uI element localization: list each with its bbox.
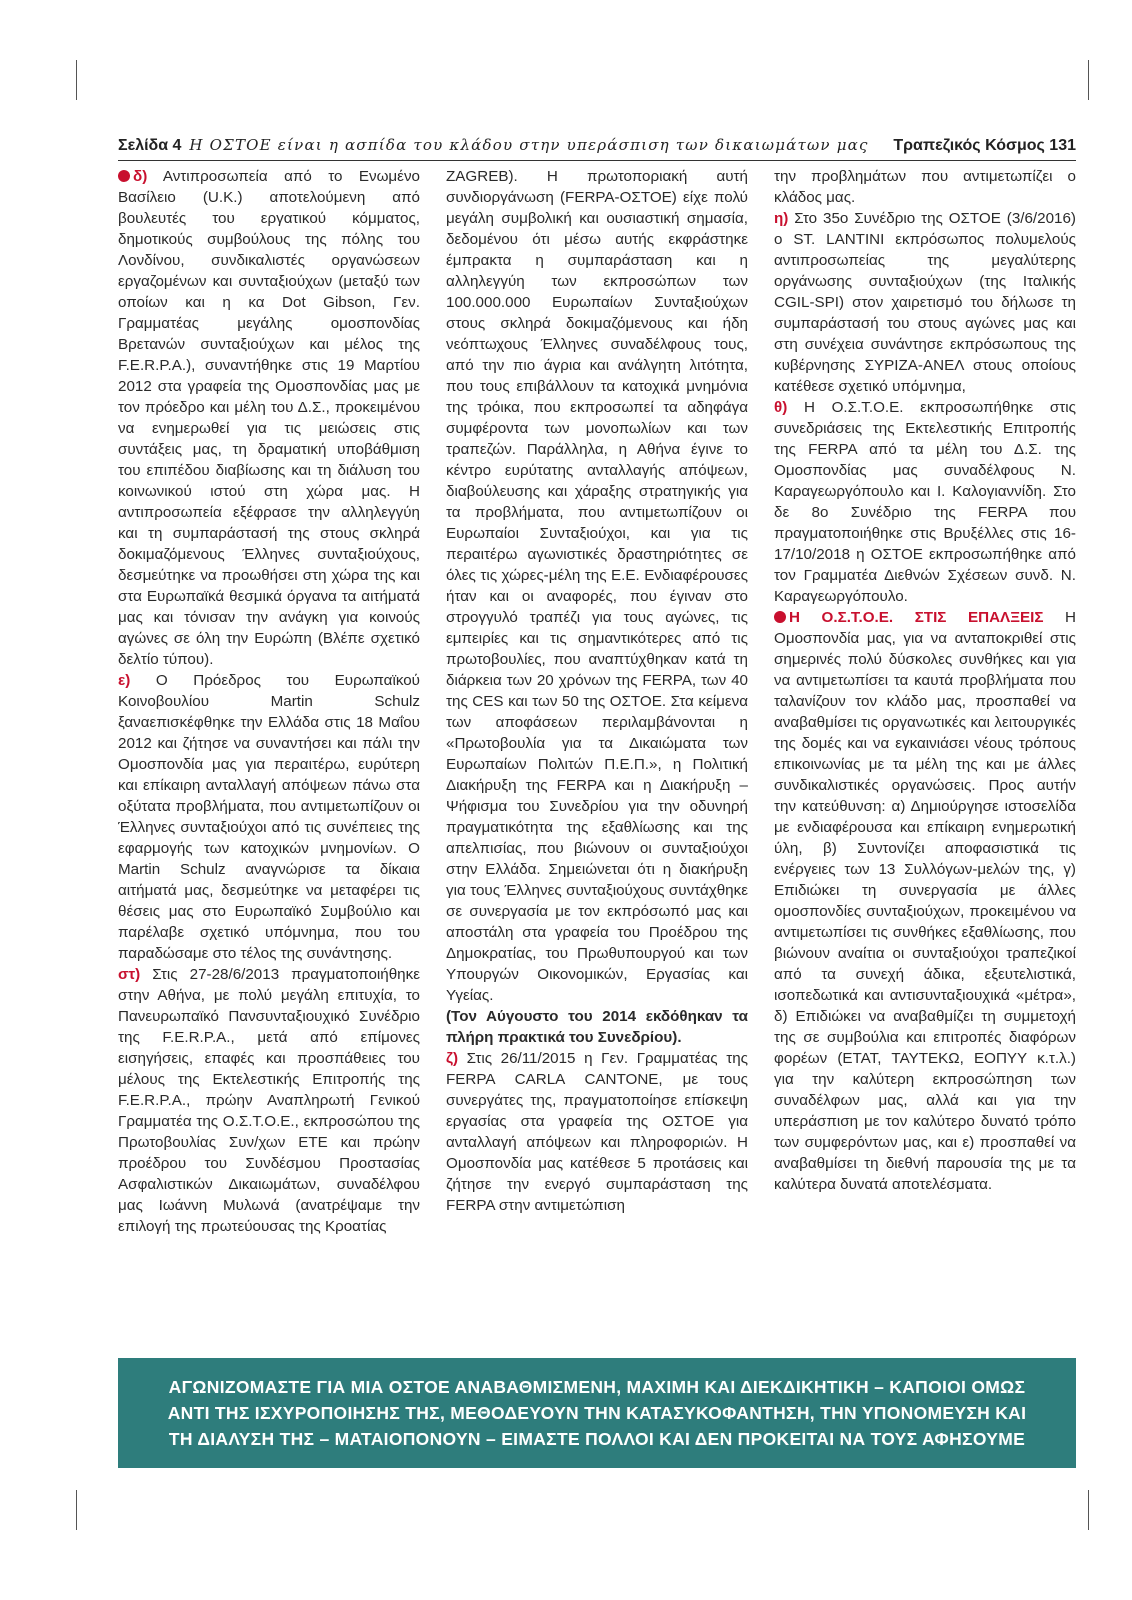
bullet-marker-icon: [774, 611, 786, 623]
crop-mark: [1088, 1490, 1089, 1530]
item-label: η): [774, 210, 789, 227]
paragraph: [774, 208, 1076, 397]
item-label: θ): [774, 399, 788, 416]
item-label: ζ): [446, 1050, 459, 1067]
header-divider: [118, 160, 1076, 161]
item-label: στ): [118, 966, 141, 983]
paragraph: [118, 964, 420, 1237]
paragraph-text: ZAGREB). Η πρωτοποριακή αυτή συνδιοργάνωση (FERPA-ΟΣΤΟΕ) είχε πολύ μεγάλη συμβολική και ουσιαστική σημασία, δεδομένου ότι μέσω αυτής εκφράστηκε έμπρακτα η συμπαράσταση και η αλληλεγγύη των εκπροσώπων των 100.000.000 Ευρωπαίων Συνταξιούχων στους σκληρά δοκιμαζόμενους και ήδη νεόπτωχους Έλληνες συναδέλφους τους, από την πιο άγρια και ανάλγητη λιτότητα, που τους επιβάλλουν τα κατοχικά μνημόνια της τρόικα, που εκπροσωπεί τα αδηφάγα συμφέροντα των μονοπωλίων και των τραπεζών. Παράλληλα, η Αθήνα έγινε το κέντρο ευρύτατης ανταλλαγής απόψεων, διαβούλευσης και χάραξης στρατηγικής για τα προβλήματα, που αντιμετωπίζουν οι Ευρωπαίοι Συνταξιούχοι, και για τις περαιτέρω αγωνιστικές δραστηριότητες σε όλες τις χώρες-μέλη της Ε.Ε. Ενδιαφέρουσες ήταν και οι αναφορές, που έγιναν στο στρογγυλό τραπέζι για τους αγώνες, τις εμπειρίες και τις σημαντικότερες από τις πρωτοβουλίες, που αναπτύχθηκαν κατά τη διάρκεια των 20 χρόνων της FERPA, των 40 της CES και των 50 της ΟΣΤΟΕ. Στα κείμενα των αποφάσεων περιλαμβάνονται η «Πρωτοβουλία για τα Δικαιώματα των Ευρωπαίων Πολιτών Π.Ε.Π.», η Πολιτική Διακήρυξη της FERPA και η Διακήρυξη – Ψήφισμα του Συνεδρίου για την οδυνηρή πραγματικότητα της εξαθλίωσης και της απελπισίας, που βιώνουν οι συνταξιούχοι στην Ελλάδα. Σημειώνεται ότι η διακήρυξη για τους Έλληνες συνταξιούχους συντάχθηκε σε συνεργασία με τον εκπρόσωπό μας και αποστάλη στα γραφεία του Προέδρου της Δημοκρατίας, του Πρωθυπουργού και των Υπουργών Οικονομικών, Εργασίας και Υγείας.: [446, 168, 748, 1004]
article-column-3: [774, 166, 1076, 1376]
article-column-1: [118, 166, 420, 1376]
paragraph: [118, 670, 420, 964]
paragraph-text: Στο 35ο Συνέδριο της ΟΣΤΟΕ (3/6/2016) ο ST. LANTINI εκπρόσωπος πολυμελούς αντιπροσωπείας της μεγαλύτερης οργάνωσης συνταξιούχων (της Ιταλικής CGIL-SPI) στον χαιρετισμό του δήλωσε τη συμπαράστασή του στους αγώνες μας και στη συνέχεια συνάντησε εκπρόσωπους της κυβέρνησης ΣΥΡΙΖΑ-ΑΝΕΛ στους οποίους κατέθεσε σχετικό υπόμνημα,: [774, 210, 1076, 395]
bullet-marker-icon: [118, 170, 130, 182]
page-label: Σελίδα 4: [118, 137, 182, 154]
paragraph: [774, 607, 1076, 1195]
paragraph-text: (Τον Αύγουστο του 2014 εκδόθηκαν τα πλήρη πρακτικά του Συνεδρίου).: [446, 1008, 748, 1046]
paragraph-text: Η Ομοσπονδία μας, για να ανταποκριθεί στις σημερινές πολύ δύσκολες συνθήκες και για να αντιμετωπίσει τα καυτά προβλήματα που ταλανίζουν τον κλάδο μας, προσπαθεί να αναβαθμίσει τις οργανωτικές και λειτουργικές της δομές και να εγκαινιάσει νέους τρόπους επικοινωνίας με τα μέλη της και με άλλες συνδικαλιστικές οργανώσεις. Προς αυτήν την κατεύθυνση: α) Δημιούργησε ιστοσελίδα με ενδιαφέρουσα και επίκαιρη ενημερωτική ύλη, β) Συντονίζει αποφασιστικά τις ενέργειες των 13 Συλλόγων-μελών της, γ) Επιδιώκει τη συνεργασία με άλλες ομοσπονδίες συνταξιούχων, προκειμένου να αντιμετωπίσει τις συνθήκες εξαθλίωσης, που βιώνουν αναίτια οι συνταξιούχοι τραπεζικοί από τα συνεχή άδικα, εξευτελιστικά, ισοπεδωτικά και αντισυνταξιουχικά «μέτρα», δ) Επιδιώκει να αναβαθμίζει τη συμμετοχή της σε συμβούλια και επιτροπές διαφόρων φορέων (ΕΤΑΤ, ΤΑΥΤΕΚΩ, ΕΟΠΥΥ κ.τ.λ.) για την καλύτερη εκπροσώπηση των συναδέλφων μας, αλλά και για την υπεράσπιση με τον καλύτερο δυνατό τρόπο των συμφερόντων μας, και ε) προσπαθεί να αναβαθμίσει τη διεθνή παρουσία της με τα καλύτερα δυνατά αποτελέσματα.: [774, 609, 1076, 1193]
paragraph-text: Αντιπροσωπεία από το Ενωμένο Βασίλειο (U.K.) αποτελούμενη από βουλευτές του εργατικού κόμματος, δημοτικούς συμβούλους της πόλης του Λονδίνου, συνδικαλιστές οργανώσεων εργαζομένων και συνταξιούχων (μεταξύ των οποίων και η κα Dot Gibson, Γεν. Γραμματέας μεγάλης ομοσπονδίας Βρετανών συνταξιούχων και μέλος της F.E.R.P.A.), συναντήθηκε στις 19 Μαρτίου 2012 στα γραφεία της Ομοσπονδίας μας με τον πρόεδρο και μέλη του Δ.Σ., προκειμένου να ενημερωθεί για τις μειώσεις στις συντάξεις μας, τη δραματική υποβάθμιση του επιπέδου διαβίωσης και τη διάλυση του κοινωνικού ιστού στη χώρα μας. Η αντιπροσωπεία εξέφρασε την αλληλεγγύη και τη συμπαράστασή της στους σκληρά δοκιμαζόμενους Έλληνες συνταξιούχους, δεσμεύτηκε να προωθήσει στη χώρα της και στα Ευρωπαϊκά θεσμικά όργανα τα αιτήματά μας και τόνισαν την ανάγκη για κοινούς αγώνες σε όλη την Ευρώπη (Βλέπε σχετικό δελτίο τύπου).: [118, 168, 420, 668]
crop-mark: [1088, 60, 1089, 100]
article-column-2: [446, 166, 748, 1376]
page-header: [118, 136, 1076, 160]
banner-line: ΤΗ ΔΙΑΛΥΣΗ ΤΗΣ – ΜΑΤΑΙΟΠΟΝΟΥΝ – ΕΙΜΑΣΤΕ ΠΟΛΛΟΙ ΚΑΙ ΔΕΝ ΠΡΟΚΕΙΤΑΙ ΝΑ ΤΟΥΣ ΑΦΗΣΟΥΜΕ: [168, 1429, 1026, 1449]
paragraph: [446, 166, 748, 1006]
paragraph: [774, 166, 1076, 208]
paragraph: [446, 1006, 748, 1048]
banner-line: ΑΝΤΙ ΤΗΣ ΙΣΧΥΡΟΠΟΙΗΣΗΣ ΤΗΣ, ΜΕΘΟΔΕΥΟΥΝ ΤΗΝ ΚΑΤΑΣΥΚΟΦΑΝΤΗΣΗ, ΤΗΝ ΥΠΟΝΟΜΕΥΣΗ ΚΑΙ: [167, 1403, 1027, 1423]
paragraph: [446, 1048, 748, 1216]
slogan-banner: [118, 1358, 1076, 1468]
paragraph-text: Στις 27-28/6/2013 πραγματοποιήθηκε στην Αθήνα, με πολύ μεγάλη επιτυχία, το Πανευρωπαϊκό Πανσυνταξιουχικό Συνέδριο της F.E.R.P.A., μετά από επίμονες εισηγήσεις, επαφές και προσπάθειες του μέλους της Εκτελεστικής Επιτροπής της F.E.R.P.A., πρώην Αναπληρωτή Γενικού Γραμματέα της Ο.Σ.Τ.Ο.Ε., εκπροσώπου της Πρωτοβουλίας Συν/χων ΕΤΕ και πρώην προέδρου του Συνδέσμου Προστασίας Ασφαλιστικών Δικαιωμάτων, συναδέλφου μας Ιωάννη Μυλωνά (ανατρέψαμε την επιλογή της πρωτεύουσας της Κροατίας: [118, 966, 420, 1235]
crop-mark: [76, 1490, 77, 1530]
paragraph-text: Η Ο.Σ.Τ.Ο.Ε. εκπροσωπήθηκε στις συνεδριάσεις της Εκτελεστικής Επιτροπής της FERPA από τα μέλη του Δ.Σ. της Ομοσπονδίας μας συναδέλφους Ν. Καραγεωργόπουλο και Ι. Καλογιαννίδη. Στο δε 8ο Συνέδριο της FERPA που πραγματοποιήθηκε στις Βρυξέλλες στις 16-17/10/2018 η ΟΣΤΟΕ εκπροσωπήθηκε από τον Γραμματέα Διεθνών Σχέσεων συνδ. Ν. Καραγεωργόπουλο.: [774, 399, 1076, 605]
item-label: ε): [118, 672, 131, 689]
item-label: δ): [133, 168, 148, 185]
paragraph: [774, 397, 1076, 607]
crop-mark: [76, 60, 77, 100]
banner-line: ΑΓΩΝΙΖΟΜΑΣΤΕ ΓΙΑ ΜΙΑ ΟΣΤΟΕ ΑΝΑΒΑΘΜΙΣΜΕΝΗ, ΜΑΧΙΜΗ ΚΑΙ ΔΙΕΚΔΙΚΗΤΙΚΗ – ΚΑΠΟΙΟΙ ΟΜΩΣ: [168, 1377, 1026, 1397]
paragraph: [118, 166, 420, 670]
header-motto: Η ΟΣΤΟΕ είναι η ασπίδα του κλάδου στην υπεράσπιση των δικαιωμάτων μας: [189, 136, 869, 154]
magazine-title: Τραπεζικός Κόσμος 131: [893, 137, 1076, 154]
paragraph-text: Ο Πρόεδρος του Ευρωπαϊκού Κοινοβουλίου Martin Schulz ξαναεπισκέφθηκε την Ελλάδα στις 18 Μαΐου 2012 και ζήτησε να συναντήσει και πάλι την Ομοσπονδία μας για περαιτέρω, ευρύτερη και επίκαιρη ανταλλαγή απόψεων πάνω στα οξύτατα προβλήματα, που αντιμετωπίζουν οι Έλληνες συνταξιούχοι από τις συνέπειες της εφαρμογής των κατοχικών μνημονίων. Ο Martin Schulz αναγνώρισε τα δίκαια αιτήματά μας, δεσμεύτηκε να μεταφέρει τις θέσεις μας στο Ευρωπαϊκό Συμβούλιο και παρέλαβε σχετικό υπόμνημα, που του παραδώσαμε στο τέλος της συνάντησης.: [118, 672, 420, 962]
section-heading: Η Ο.Σ.Τ.Ο.Ε. ΣΤΙΣ ΕΠΑΛΞΕΙΣ: [789, 609, 1044, 626]
paragraph-text: την προβλημάτων που αντιμετωπίζει ο κλάδος μας.: [774, 168, 1076, 206]
paragraph-text: Στις 26/11/2015 η Γεν. Γραμματέας της FERPA CARLA CANTONE, με τους συνεργάτες της, πραγματοποίησε επίσκεψη εργασίας στα γραφεία της ΟΣΤΟΕ για ανταλλαγή απόψεων και πληροφοριών. Η Ομοσπονδία μας κατέθεσε 5 προτάσεις και ζήτησε την ενεργό συμπαράσταση της FERPA στην αντιμετώπιση: [446, 1050, 748, 1214]
